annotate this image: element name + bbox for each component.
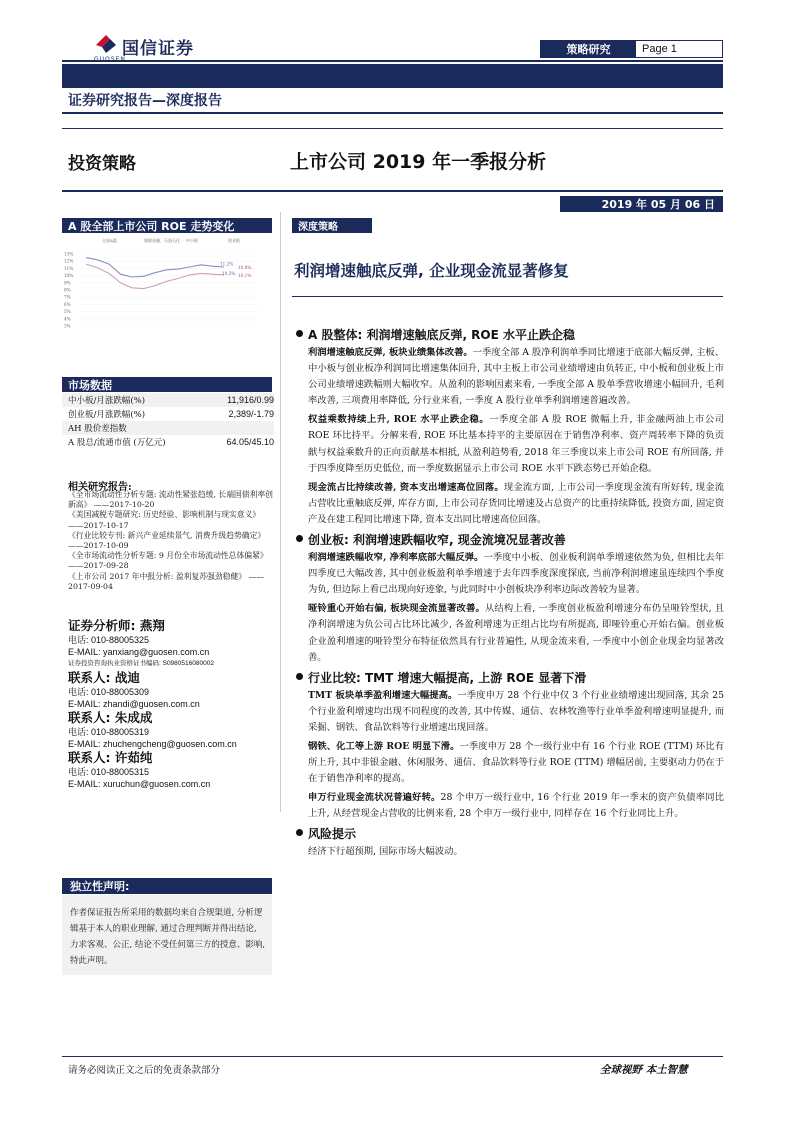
page-title: 上市公司 2019 年一季报分析 bbox=[290, 151, 547, 173]
chart-y-tick: 3% bbox=[64, 323, 71, 329]
market-row-label: 创业板/月涨跌幅(%) bbox=[68, 410, 146, 420]
roe-chart bbox=[62, 234, 262, 334]
chart-legend-entry: 全部A股 bbox=[102, 238, 117, 243]
paragraph-lead: 利润增速跌幅收窄, 净利率底部大幅反弹。 bbox=[308, 552, 484, 564]
roe-chart-header: A 股全部上市公司 ROE 走势变化 bbox=[62, 218, 272, 233]
report-subtitle: 利润增速触底反弹, 企业现金流显著修复 bbox=[294, 262, 569, 280]
market-row bbox=[62, 407, 274, 421]
contact-name: 许茹纯 bbox=[114, 750, 153, 765]
section-tab: 策略研究 bbox=[541, 41, 636, 57]
related-report-item[interactable]: 《行业比较专刊: 新兴产业延续景气, 消费升级趋势确定》 ——2017-10-09 bbox=[68, 530, 266, 551]
section-paragraph bbox=[296, 480, 724, 528]
section-heading: A 股整体: 利润增速触底反弹, ROE 水平止跌企稳 bbox=[296, 326, 724, 343]
subtitle-rule bbox=[292, 296, 723, 297]
chart-y-tick: 12% bbox=[64, 258, 74, 264]
guosen-logo-icon bbox=[94, 33, 118, 55]
chart-legend-entry: 中小板 bbox=[186, 238, 198, 243]
section-paragraph bbox=[296, 790, 724, 822]
header-tab-box bbox=[540, 40, 723, 58]
chart-y-tick: 7% bbox=[64, 294, 71, 300]
market-row-label: 中小板/月涨跌幅(%) bbox=[68, 396, 146, 406]
chart-legend-entry: 剔除金融、石油石化 bbox=[144, 238, 180, 243]
header-band bbox=[62, 64, 723, 88]
section-heading: 创业板: 利润增速跌幅收窄, 现金流境况显著改善 bbox=[296, 531, 724, 548]
header-rule-3 bbox=[62, 128, 723, 129]
chart-annotation: 10.8% bbox=[238, 265, 252, 271]
contact-tel: 电话: 010-88005319 bbox=[68, 727, 150, 737]
page-number: Page 1 bbox=[642, 43, 677, 55]
section-paragraph bbox=[296, 345, 724, 409]
column-divider bbox=[280, 212, 281, 812]
section-heading: 行业比较: TMT 增速大幅提高, 上游 ROE 显著下滑 bbox=[296, 669, 724, 686]
section-paragraph bbox=[296, 844, 724, 860]
report-type: 证券研究报告—深度报告 bbox=[68, 93, 222, 109]
contact-name-line bbox=[68, 750, 278, 766]
market-row bbox=[62, 421, 274, 435]
related-report-item[interactable]: 《上市公司 2017 年中报分析: 盈利复苏强劲稳健》 ——2017-09-04 bbox=[68, 571, 265, 591]
chart-annotation: 10.3% bbox=[222, 270, 236, 276]
section-paragraph bbox=[296, 601, 724, 665]
deep-strategy-tag: 深度策略 bbox=[292, 218, 372, 233]
summary-body bbox=[296, 326, 724, 864]
chart-series-line bbox=[86, 264, 224, 289]
market-row-value: 64.05/45.10 bbox=[226, 437, 274, 447]
chart-annotation: 11.2% bbox=[220, 261, 234, 267]
paragraph-lead: 哑铃重心开始右偏, 板块现金流显著改善。 bbox=[308, 603, 485, 615]
contact-email[interactable]: E-MAIL: zhuchengcheng@guosen.com.cn bbox=[68, 739, 237, 749]
analyst-role: 证券分析师: bbox=[68, 618, 136, 633]
section-paragraph bbox=[296, 412, 724, 476]
chart-annotation: 10.1% bbox=[238, 273, 252, 279]
contact-email[interactable]: E-MAIL: xuruchun@guosen.com.cn bbox=[68, 779, 211, 789]
paragraph-lead: TMT 板块单季盈利增速大幅提高。 bbox=[308, 689, 458, 701]
paragraph-text: 从结构上看, 一季度创业板盈利增速分布仍呈哑铃型状, 且净利润增速为负公司占比环比减少, 各盈利增速为正组占比均有所提高, 即哑铃重心开始右偏。创业板企业盈利增速的哑铃型分布特征依然具有行业普遍性, 从现金流来看, 一季度中小创企业现金均显著改善。 bbox=[308, 603, 724, 663]
paragraph-text: 一季度全部 A 股 ROE 微幅上升, 非金融两油上市公司 ROE 环比持平。分解来看, ROE 环比基本持平的主要原因在于销售净利率、资产周转率下降的负贡献与权益乘数升的正向贡献基本相抵, 从盈利趋势看, 2018 年三季度以来上市公司 ROE 有所回落, 并于四季度降至历史低位, 而一季度数据显示上市公司 ROE 水平下跌态势已开始企稳。 bbox=[308, 414, 724, 474]
chart-y-tick: 8% bbox=[64, 287, 71, 293]
analyst-block bbox=[68, 618, 278, 790]
analyst-email[interactable]: E-MAIL: yanxiang@guosen.com.cn bbox=[68, 647, 210, 657]
contact-name: 战迪 bbox=[114, 670, 140, 685]
paragraph-text: 28 个申万一级行业中, 16 个行业 2019 年一季末的资产负债率同比上升, 从经营现金占营收的比例来看, 28 个申万一级行业中, 同样存在 16 个行业同比上升。 bbox=[308, 792, 724, 820]
section-heading: 风险提示 bbox=[296, 825, 724, 842]
market-row bbox=[62, 393, 274, 407]
independence-body: 作者保证报告所采用的数据均来自合规渠道, 分析逻辑基于本人的职业理解, 通过合理判断并得出结论, 力求客观、公正, 结论不受任何第三方的授意、影响, 特此声明。 bbox=[62, 895, 272, 975]
contact-name: 朱成成 bbox=[114, 710, 153, 725]
report-date: 2019 年 05 月 06 日 bbox=[560, 196, 723, 212]
contact-role: 联系人: bbox=[68, 750, 111, 765]
paragraph-text: 现金流方面, 上市公司一季度现金流有所好转, 现金流占营收比重触底反弹, 库存方面, 上市公司存货同比增速及占总资产的比重持续降低, 投资方面, 固定资产及在建工程同比增速下降, 资本支出同比增速高位回落。 bbox=[308, 481, 724, 525]
related-report-item[interactable]: 《全市场流动性分析专题: 9 月份全市场流动性总体偏紧》 ——2017-09-28 bbox=[68, 551, 268, 571]
chart-y-tick: 4% bbox=[64, 316, 71, 322]
related-reports-title: 相关研究报告: bbox=[68, 482, 132, 493]
chart-legend-entry: 创业板 bbox=[228, 238, 240, 243]
header-rule-4 bbox=[62, 190, 723, 192]
related-report-item[interactable]: 《全市场流动性分析专题: 流动性紧张趋缓, 长端国债利率创新高》 ——2017-10-20 bbox=[68, 490, 273, 510]
logo-text: 国信证券 bbox=[122, 39, 194, 59]
market-row-value: 2,389/-1.79 bbox=[228, 409, 274, 419]
analyst-cert: 证券投资咨询执业资格证书编码: S0980516080002 bbox=[68, 660, 214, 667]
market-data-header: 市场数据 bbox=[62, 377, 272, 392]
market-row-value: 11,916/0.99 bbox=[227, 395, 274, 405]
paragraph-text: 经济下行超预期, 国际市场大幅波动。 bbox=[308, 846, 463, 858]
paragraph-text: 一季度申万 28 个行业中仅 3 个行业业绩增速出现回落, 其余 25 个行业盈利增速均出现不同程度的改善, 其中传媒、通信、农林牧渔等行业单季盈利增速明显提升, 而采掘、钢铁、食品饮料等行业增速出现回落。 bbox=[308, 689, 724, 733]
market-row-label: AH 股价差指数 bbox=[68, 424, 127, 434]
chart-y-tick: 5% bbox=[64, 309, 71, 315]
footer-slogan: 全球视野 本土智慧 bbox=[600, 1064, 688, 1076]
paragraph-lead: 权益乘数持续上升, ROE 水平止跌企稳。 bbox=[308, 414, 490, 426]
paragraph-text: 一季度全部 A 股净利润单季同比增速于底部大幅反弹, 主板、中小板与创业板净利润同比增速集体回升, 其中主板上市公司业绩增速由负转正, 中小板和创业板上市公司业绩增速跌幅则大幅收窄。从盈利的影响因素来看, 一季度全部 A 股单季营收增速小幅回升, 毛利率改善, 三项费用率降低, 分行业来看, 一季度 A 股行业单季利润增速普遍改善。 bbox=[308, 347, 724, 407]
chart-y-tick: 9% bbox=[64, 280, 71, 286]
paragraph-text: 一季度申万 28 个一级行业中有 16 个行业 ROE (TTM) 环比有所上升, 其中非银金融、休闲服务、通信、食品饮料等行业 ROE (TTM) 增幅居前, 主要驱动力仍在于在于销售净利率的提高。 bbox=[308, 740, 724, 785]
market-row bbox=[62, 435, 274, 449]
chart-y-tick: 10% bbox=[64, 273, 74, 279]
section-paragraph bbox=[296, 550, 724, 598]
contact-name-line bbox=[68, 670, 278, 686]
category-label: 投资策略 bbox=[68, 154, 136, 174]
contact-role: 联系人: bbox=[68, 670, 111, 685]
header-rule bbox=[62, 60, 723, 62]
contact-name-line bbox=[68, 710, 278, 726]
contact-tel: 电话: 010-88005309 bbox=[68, 687, 150, 697]
paragraph-text: 一季度中小板、创业板利润单季增速依然为负, 但相比去年四季度已大幅改善, 其中创业板盈利单季增速于去年四季度深度探底, 当前净利润增速虽连续四个季度为负, 但边际上看已出现向好迹象, 与此同时中小创板块净利率边际改善较为显著。 bbox=[308, 552, 724, 596]
analyst-name: 燕翔 bbox=[139, 618, 165, 633]
contact-email[interactable]: E-MAIL: zhandi@guosen.com.cn bbox=[68, 699, 200, 709]
header-rule-2 bbox=[62, 112, 723, 114]
paragraph-lead: 申万行业现金流状况普遍好转。 bbox=[308, 792, 441, 804]
contact-role: 联系人: bbox=[68, 710, 111, 725]
chart-y-tick: 13% bbox=[64, 251, 74, 257]
footer-rule bbox=[62, 1056, 723, 1057]
analyst-tel: 电话: 010-88005325 bbox=[68, 635, 150, 645]
chart-y-tick: 11% bbox=[64, 265, 74, 271]
chart-y-tick: 6% bbox=[64, 301, 71, 307]
section-paragraph bbox=[296, 688, 724, 736]
paragraph-lead: 现金流占比持续改善, 资本支出增速高位回落。 bbox=[308, 481, 504, 493]
paragraph-lead: 利润增速触底反弹, 板块业绩集体改善。 bbox=[308, 347, 473, 358]
footer-disclaimer: 请务必阅读正文之后的免责条款部分 bbox=[68, 1065, 221, 1076]
analyst-name-line bbox=[68, 618, 278, 634]
market-row-label: A 股总/流通市值 (万亿元) bbox=[68, 438, 166, 448]
market-data-table bbox=[62, 393, 274, 449]
independence-header: 独立性声明: bbox=[62, 878, 272, 894]
section-paragraph bbox=[296, 739, 724, 787]
contact-tel: 电话: 010-88005315 bbox=[68, 767, 150, 777]
paragraph-lead: 钢铁、化工等上游 ROE 明显下滑。 bbox=[308, 740, 460, 752]
related-reports-list bbox=[68, 490, 273, 592]
related-report-item[interactable]: 《美国减税专题研究: 历史经验、影响机制与现实意义》 ——2017-10-17 bbox=[68, 510, 261, 530]
